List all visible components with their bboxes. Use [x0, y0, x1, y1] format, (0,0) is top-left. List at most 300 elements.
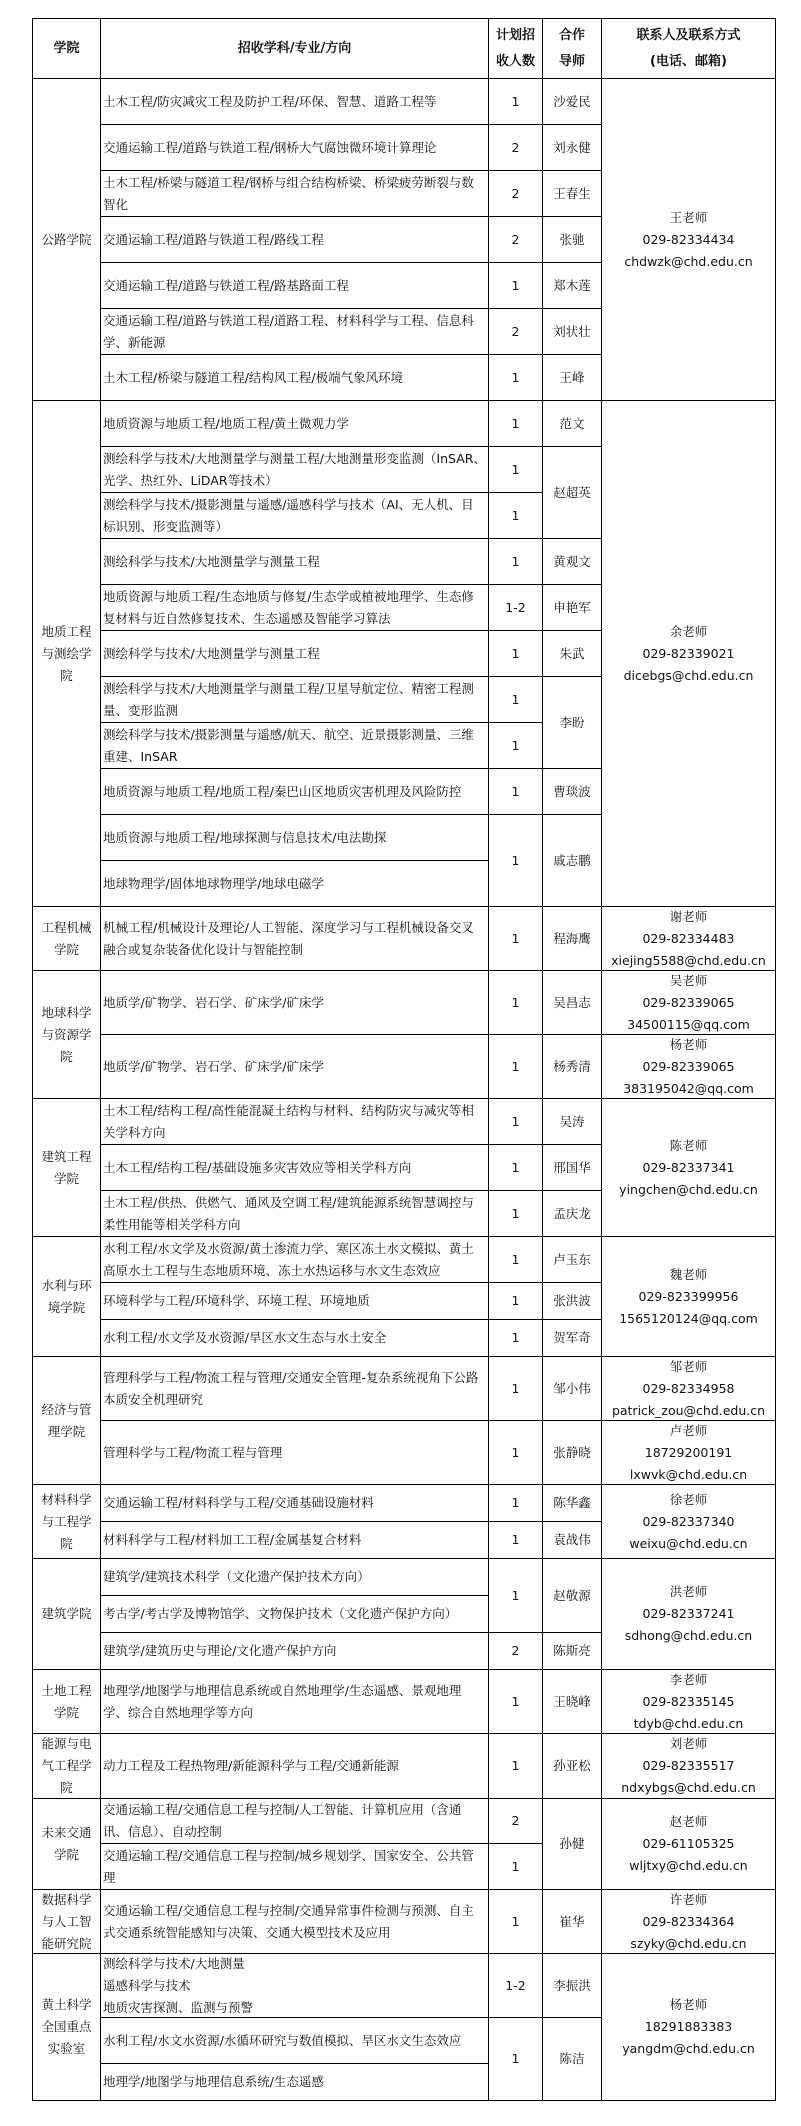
subject-text: 交通运输工程/道路与铁道工程/路线工程 — [103, 231, 324, 247]
advisor-name: 孙亚松 — [553, 1758, 591, 1773]
college-cell — [32, 1733, 101, 1799]
contact-cell — [601, 1733, 776, 1799]
contact-cell — [601, 1034, 776, 1099]
advisor-name: 张洪波 — [553, 1293, 591, 1308]
quota-value: 2 — [511, 139, 520, 155]
subject-cell — [100, 1521, 489, 1559]
quota-cell — [488, 1669, 543, 1734]
advisor-cell — [542, 308, 602, 355]
subject-cell — [100, 1484, 489, 1522]
quota-cell — [488, 1144, 543, 1191]
contact-email: ndxybgs@chd.edu.cn — [621, 1780, 756, 1795]
quota-cell — [488, 400, 543, 447]
header-college-label: 学院 — [53, 40, 80, 56]
subject-text: 测绘科学与技术/大地测量学与测量工程/卫星导航定位、精密工程测量、变形监测 — [103, 680, 474, 718]
header-subject-label: 招收学科/专业/方向 — [237, 40, 352, 56]
advisor-cell — [542, 1953, 602, 2018]
subject-cell — [100, 400, 489, 447]
advisor-cell — [542, 768, 602, 815]
quota-cell — [488, 538, 543, 585]
contact-email: szyky@chd.edu.cn — [630, 1935, 747, 1951]
contact-name: 邹老师 — [669, 1358, 708, 1374]
contact-info — [619, 1135, 758, 1201]
subject-text: 水利工程/水文学及水资源/黄土渗流力学、寒区冻土水文模拟、黄土高原水土工程与生态地质环境、冻土水热运移与水文生态效应 — [103, 1240, 474, 1278]
college-cell — [32, 400, 101, 907]
college-cell — [32, 1236, 101, 1357]
header-quota — [488, 18, 543, 79]
quota-value: 1 — [511, 1205, 520, 1221]
contact-info — [624, 207, 752, 273]
contact-phone: 029-82334958 — [642, 1380, 735, 1396]
college-name: 地球科学与资源学院 — [41, 1004, 92, 1064]
subject-text: 地质资源与地质工程/地球探测与信息技术/电法勘探 — [103, 829, 387, 845]
quota-value: 1 — [511, 1532, 520, 1547]
quota-cell — [488, 354, 543, 401]
subject-text: 地质资源与地质工程/生态地质与修复/生态学或植被地理学、生态修复材料与近自然修复技术、生态遥感及智能学习算法 — [103, 588, 474, 626]
subject-cell — [100, 722, 489, 769]
advisor-name: 赵超英 — [553, 484, 591, 500]
header-contact-label: 联系人及联系方式 (电话、邮箱) — [636, 27, 741, 69]
subject-text: 交通运输工程/道路与铁道工程/道路工程、材料科学与工程、信息科学、新能源 — [103, 312, 474, 350]
subject-cell — [100, 1733, 489, 1799]
quota-cell — [488, 1733, 543, 1799]
subject-text: 管理科学与工程/物流工程与管理/交通安全管理-复杂系统视角下公路本质安全机理研究 — [103, 1369, 479, 1407]
subject-cell — [100, 1190, 489, 1237]
advisor-cell — [542, 262, 602, 309]
quota-cell — [488, 906, 543, 971]
quota-value: 1 — [511, 2051, 520, 2066]
quota-cell — [488, 78, 543, 125]
college-cell — [32, 1484, 101, 1559]
subject-text: 地质学/矿物学、岩石学、矿床学/矿床学 — [103, 1058, 324, 1074]
advisor-name: 范文 — [559, 415, 585, 431]
quota-value: 1 — [511, 783, 520, 799]
advisor-cell — [542, 676, 602, 769]
quota-cell — [488, 1420, 543, 1485]
quota-cell — [488, 1282, 543, 1320]
subject-text: 测绘科学与技术/大地测量学与测量工程 — [103, 645, 320, 661]
advisor-name: 刘状壮 — [553, 323, 591, 339]
subject-cell — [100, 1420, 489, 1485]
advisor-name: 张驰 — [559, 231, 585, 247]
quota-value: 1-2 — [505, 1977, 526, 1993]
advisor-cell — [542, 814, 602, 907]
quota-value: 1-2 — [505, 599, 526, 615]
advisor-name: 程海鹰 — [553, 930, 591, 946]
quota-cell — [488, 1356, 543, 1421]
quota-value: 1 — [511, 1587, 520, 1603]
contact-email: yangdm@chd.edu.cn — [622, 2041, 755, 2056]
advisor-name: 李盼 — [559, 714, 585, 730]
header-college — [32, 18, 101, 79]
contact-info — [611, 906, 766, 971]
quota-cell — [488, 1319, 543, 1357]
quota-value: 1 — [511, 1495, 520, 1510]
college-name: 建筑工程学院 — [41, 1148, 92, 1186]
subject-text: 测绘科学与技术/大地测量学与测量工程/大地测量形变监测（InSAR、光学、热红外、LiDAR等技术） — [103, 450, 486, 488]
college-cell — [32, 906, 101, 971]
subject-cell — [100, 354, 489, 401]
subject-text: 交通运输工程/交通信息工程与控制/城乡规划学、国家安全、公共管理 — [103, 1847, 474, 1885]
contact-cell — [601, 1420, 776, 1485]
contact-cell — [601, 970, 776, 1035]
quota-value: 1 — [511, 994, 520, 1010]
contact-email: dicebgs@chd.edu.cn — [623, 667, 754, 683]
contact-name: 李老师 — [669, 1671, 708, 1687]
contact-phone: 029-82337241 — [642, 1606, 735, 1621]
advisor-name: 吴昌志 — [553, 994, 591, 1010]
subject-cell — [100, 1356, 489, 1421]
subject-cell — [100, 1558, 489, 1596]
advisor-cell — [542, 2017, 602, 2101]
subject-text: 土木工程/桥梁与隧道工程/钢桥与组合结构桥梁、桥梁疲劳断裂与数智化 — [103, 174, 474, 212]
quota-value: 1 — [511, 1330, 520, 1345]
subject-cell — [100, 216, 489, 263]
subject-cell — [100, 630, 489, 677]
contact-phone: 029-82339021 — [642, 645, 735, 661]
subject-cell — [100, 1953, 489, 2018]
quota-cell — [488, 814, 543, 907]
contact-cell — [601, 1484, 776, 1559]
contact-info — [634, 1669, 744, 1734]
subject-text: 测绘科学与技术/大地测量学与测量工程 — [103, 553, 320, 569]
advisor-cell — [542, 1282, 602, 1320]
contact-phone: 029-82337341 — [642, 1159, 735, 1175]
college-cell — [32, 1098, 101, 1237]
advisor-cell — [542, 446, 602, 539]
quota-value: 1 — [511, 691, 520, 707]
subject-cell — [100, 1669, 489, 1734]
quota-cell — [488, 124, 543, 171]
contact-cell — [601, 1669, 776, 1734]
advisor-cell — [542, 1484, 602, 1522]
contact-info — [612, 1356, 765, 1421]
subject-cell — [100, 1798, 489, 1844]
advisor-cell — [542, 630, 602, 677]
quota-value: 1 — [511, 1058, 520, 1074]
quota-value: 1 — [511, 1159, 520, 1175]
advisor-cell — [542, 1669, 602, 1734]
subject-cell — [100, 1034, 489, 1099]
contact-cell — [601, 906, 776, 971]
college-name: 能源与电气工程学院 — [41, 1736, 92, 1795]
subject-text: 地球物理学/固体地球物理学/地球电磁学 — [103, 875, 324, 891]
subject-cell — [100, 1889, 489, 1954]
contact-email: chdwzk@chd.edu.cn — [624, 253, 753, 269]
quota-value: 1 — [511, 507, 520, 523]
contact-info — [627, 970, 750, 1035]
subject-cell — [100, 2063, 489, 2101]
header-quota-label: 计划招 收人数 — [495, 27, 535, 69]
quota-cell — [488, 1236, 543, 1283]
quota-value: 1 — [511, 1293, 520, 1308]
subject-text: 地质学/矿物学、岩石学、矿床学/矿床学 — [103, 994, 324, 1010]
college-name: 材料科学与工程学院 — [41, 1491, 92, 1551]
subject-cell — [100, 308, 489, 355]
contact-name: 刘老师 — [669, 1736, 708, 1751]
quota-cell — [488, 262, 543, 309]
subject-text: 水利工程/水文水资源/水循环研究与数值模拟、旱区水文生态效应 — [103, 2032, 462, 2048]
quota-value: 1 — [511, 553, 520, 569]
contact-cell — [601, 1236, 776, 1357]
contact-email: yingchen@chd.edu.cn — [619, 1181, 758, 1197]
contact-info — [629, 1811, 747, 1877]
advisor-name: 李振洪 — [553, 1977, 591, 1993]
contact-cell — [601, 1889, 776, 1954]
contact-phone: 18729200191 — [644, 1444, 733, 1460]
contact-email: wljtxy@chd.edu.cn — [629, 1858, 748, 1873]
subject-cell — [100, 1632, 489, 1670]
subject-text: 材料科学与工程/材料加工工程/金属基复合材料 — [103, 1532, 362, 1547]
subject-cell — [100, 1282, 489, 1320]
subject-cell — [100, 1843, 489, 1890]
college-cell — [32, 1558, 101, 1670]
advisor-name: 杨秀清 — [553, 1058, 591, 1074]
advisor-cell — [542, 170, 602, 217]
quota-value: 2 — [511, 185, 520, 201]
contact-info — [624, 621, 754, 687]
advisor-name: 孟庆龙 — [553, 1205, 591, 1221]
subject-text: 机械工程/机械设计及理论/人工智能、深度学习与工程机械设备交叉融合或复杂装备优化设计与智能控制 — [103, 919, 474, 957]
advisor-cell — [542, 1319, 602, 1357]
college-name: 水利与环境学院 — [41, 1277, 92, 1315]
subject-text: 土木工程/结构工程/高性能混凝土结构与材料、结构防灾与减灾等相关学科方向 — [103, 1102, 474, 1140]
contact-name: 杨老师 — [669, 1997, 708, 2012]
advisor-cell — [542, 1798, 602, 1890]
advisor-name: 邹小伟 — [553, 1380, 591, 1396]
advisor-cell — [542, 538, 602, 585]
advisor-name: 邢国华 — [553, 1159, 591, 1175]
contact-email: 1565120124@qq.com — [619, 1310, 758, 1326]
advisor-name: 申艳军 — [553, 599, 591, 615]
quota-cell — [488, 492, 543, 539]
contact-info — [622, 1994, 755, 2060]
quota-value: 1 — [511, 1693, 520, 1709]
advisor-name: 吴涛 — [559, 1113, 585, 1129]
contact-email: weixu@chd.edu.cn — [629, 1535, 748, 1551]
quota-value: 1 — [511, 1913, 520, 1929]
subject-text: 动力工程及工程热物理/新能源科学与工程/交通新能源 — [103, 1758, 399, 1773]
advisor-name: 戚志鹏 — [553, 852, 591, 868]
quota-cell — [488, 308, 543, 355]
advisor-name: 沙爱民 — [553, 93, 591, 109]
contact-phone: 029-82335517 — [642, 1758, 735, 1773]
subject-text: 测绘科学与技术/摄影测量与遥感/航天、航空、近景摄影测量、三维重建、InSAR — [103, 726, 474, 764]
college-cell — [32, 1798, 101, 1890]
quota-cell — [488, 1034, 543, 1099]
advisor-name: 王晓峰 — [553, 1693, 591, 1709]
college-cell — [32, 970, 101, 1099]
advisor-cell — [542, 1632, 602, 1670]
contact-cell — [601, 400, 776, 907]
contact-name: 余老师 — [669, 623, 708, 639]
quota-value: 2 — [511, 323, 520, 339]
quota-cell — [488, 2017, 543, 2101]
college-cell — [32, 1953, 101, 2101]
contact-phone: 029-82339065 — [642, 1058, 735, 1074]
subject-cell — [100, 970, 489, 1035]
contact-name: 魏老师 — [669, 1266, 708, 1282]
header-advisor — [542, 18, 602, 79]
advisor-name: 袁战伟 — [553, 1532, 591, 1547]
subject-text: 地质资源与地质工程/地质工程/黄土微观力学 — [103, 415, 349, 431]
contact-name: 徐老师 — [669, 1491, 708, 1507]
quota-cell — [488, 768, 543, 815]
subject-text: 交通运输工程/道路与铁道工程/路基路面工程 — [103, 277, 349, 293]
advisor-name: 黄观文 — [553, 553, 591, 569]
quota-value: 1 — [511, 930, 520, 946]
contact-name: 吴老师 — [669, 972, 708, 988]
quota-value: 1 — [511, 93, 520, 109]
advisor-name: 贺军奇 — [553, 1330, 591, 1345]
subject-text: 测绘科学与技术/大地测量 遥感科学与技术 地质灾害探测、监测与预警 — [103, 1955, 254, 2015]
advisor-cell — [542, 216, 602, 263]
subject-cell — [100, 446, 489, 493]
advisor-cell — [542, 970, 602, 1035]
subject-text: 交通运输工程/道路与铁道工程/钢桥大气腐蚀微环境计算理论 — [103, 139, 437, 155]
subject-cell — [100, 124, 489, 171]
advisor-name: 曹琰波 — [553, 783, 591, 799]
quota-value: 1 — [511, 369, 520, 385]
advisor-cell — [542, 1190, 602, 1237]
quota-value: 1 — [511, 1113, 520, 1129]
advisor-cell — [542, 906, 602, 971]
advisor-cell — [542, 1733, 602, 1799]
subject-cell — [100, 170, 489, 217]
subject-cell — [100, 492, 489, 539]
contact-phone: 029-823399956 — [638, 1288, 739, 1304]
college-cell — [32, 1356, 101, 1485]
advisor-cell — [542, 78, 602, 125]
advisor-name: 陈斯亮 — [553, 1643, 591, 1658]
contact-phone: 029-82334483 — [642, 930, 735, 946]
contact-cell — [601, 1953, 776, 2101]
contact-name: 洪老师 — [669, 1584, 708, 1599]
subject-cell — [100, 78, 489, 125]
contact-info — [619, 1264, 758, 1330]
quota-cell — [488, 722, 543, 769]
advisor-name: 陈华鑫 — [553, 1495, 591, 1510]
contact-cell — [601, 1558, 776, 1670]
quota-value: 1 — [511, 1758, 520, 1773]
quota-value: 1 — [511, 1858, 520, 1874]
contact-phone: 029-61105325 — [642, 1836, 735, 1851]
quota-value: 1 — [511, 277, 520, 293]
contact-email: lxwvk@chd.edu.cn — [629, 1466, 748, 1482]
quota-value: 1 — [511, 737, 520, 753]
header-advisor-label: 合作 导师 — [558, 27, 585, 69]
contact-name: 赵老师 — [669, 1814, 708, 1829]
advisor-name: 孙健 — [559, 1836, 585, 1851]
contact-email: 383195042@qq.com — [623, 1080, 754, 1096]
contact-name: 谢老师 — [669, 908, 708, 924]
quota-cell — [488, 1098, 543, 1145]
contact-phone: 029-82337340 — [642, 1513, 735, 1529]
contact-phone: 029-82339065 — [642, 994, 735, 1010]
college-name: 数据科学与人工智能研究院 — [41, 1891, 92, 1951]
contact-email: 34500115@qq.com — [627, 1016, 750, 1032]
quota-value: 2 — [511, 1643, 520, 1658]
subject-text: 地理学/地图学与地理信息系统或自然地理学/生态遥感、景观地理学、综合自然地理学等方向 — [103, 1682, 462, 1720]
advisor-cell — [542, 1034, 602, 1099]
advisor-cell — [542, 1144, 602, 1191]
quota-value: 1 — [511, 415, 520, 431]
contact-name: 王老师 — [669, 209, 708, 225]
subject-text: 地理学/地图学与地理信息系统/生态遥感 — [103, 2074, 324, 2089]
advisor-cell — [542, 1236, 602, 1283]
subject-cell — [100, 1098, 489, 1145]
quota-cell — [488, 1843, 543, 1890]
advisor-name: 赵敬源 — [553, 1587, 591, 1603]
college-name: 土地工程学院 — [41, 1682, 92, 1720]
contact-info — [623, 1034, 754, 1099]
quota-cell — [488, 676, 543, 723]
quota-cell — [488, 584, 543, 631]
advisor-cell — [542, 1521, 602, 1559]
contact-info — [630, 1889, 746, 1954]
quota-cell — [488, 1953, 543, 2018]
subject-cell — [100, 860, 489, 907]
contact-info — [629, 1489, 747, 1555]
college-cell — [32, 1669, 101, 1734]
advisor-cell — [542, 400, 602, 447]
contact-info — [621, 1733, 756, 1799]
advisor-name: 郑木莲 — [553, 277, 591, 293]
subject-text: 交通运输工程/材料科学与工程/交通基础设施材料 — [103, 1495, 374, 1510]
quota-cell — [488, 170, 543, 217]
header-subject — [100, 18, 489, 79]
contact-cell — [601, 1356, 776, 1421]
quota-value: 1 — [511, 1444, 520, 1460]
quota-value: 1 — [511, 1380, 520, 1396]
quota-value: 1 — [511, 1251, 520, 1267]
subject-text: 地质资源与地质工程/地质工程/秦巴山区地质灾害机理及风险防控 — [103, 783, 462, 799]
contact-info — [630, 1420, 747, 1485]
subject-cell — [100, 1144, 489, 1191]
contact-phone: 029-82334364 — [642, 1913, 735, 1929]
subject-cell — [100, 676, 489, 723]
quota-cell — [488, 1484, 543, 1522]
advisor-name: 张静晓 — [553, 1444, 591, 1460]
quota-value: 2 — [511, 231, 520, 247]
subject-cell — [100, 1595, 489, 1633]
subject-text: 土木工程/桥梁与隧道工程/结构风工程/极端气象风环境 — [103, 369, 404, 385]
contact-phone: 029-82335145 — [642, 1693, 735, 1709]
advisor-name: 王峰 — [559, 369, 585, 385]
contact-email: tdyb@chd.edu.cn — [633, 1715, 744, 1731]
subject-cell — [100, 906, 489, 971]
quota-cell — [488, 630, 543, 677]
subject-text: 环境科学与工程/环境科学、环境工程、环境地质 — [103, 1293, 370, 1308]
subject-cell — [100, 1319, 489, 1357]
subject-text: 测绘科学与技术/摄影测量与遥感/遥感科学与技术（AI、无人机、目标识别、形变监测等） — [103, 496, 474, 534]
subject-text: 土木工程/结构工程/基础设施多灾害效应等相关学科方向 — [103, 1159, 412, 1175]
advisor-name: 刘永健 — [553, 139, 591, 155]
contact-name: 卢老师 — [669, 1422, 708, 1438]
contact-phone: 18291883383 — [644, 2019, 733, 2034]
contact-name: 许老师 — [669, 1891, 708, 1907]
quota-cell — [488, 970, 543, 1035]
subject-text: 土木工程/防灾减灾工程及防护工程/环保、智慧、道路工程等 — [103, 93, 437, 109]
subject-text: 考古学/考古学及博物馆学、文物保护技术（文化遗产保护方向） — [103, 1606, 458, 1621]
advisor-cell — [542, 1356, 602, 1421]
contact-info — [625, 1581, 752, 1647]
quota-cell — [488, 1889, 543, 1954]
quota-value: 1 — [511, 852, 520, 868]
college-cell — [32, 78, 101, 401]
college-name: 未来交通学院 — [41, 1825, 92, 1862]
contact-cell — [601, 1098, 776, 1237]
